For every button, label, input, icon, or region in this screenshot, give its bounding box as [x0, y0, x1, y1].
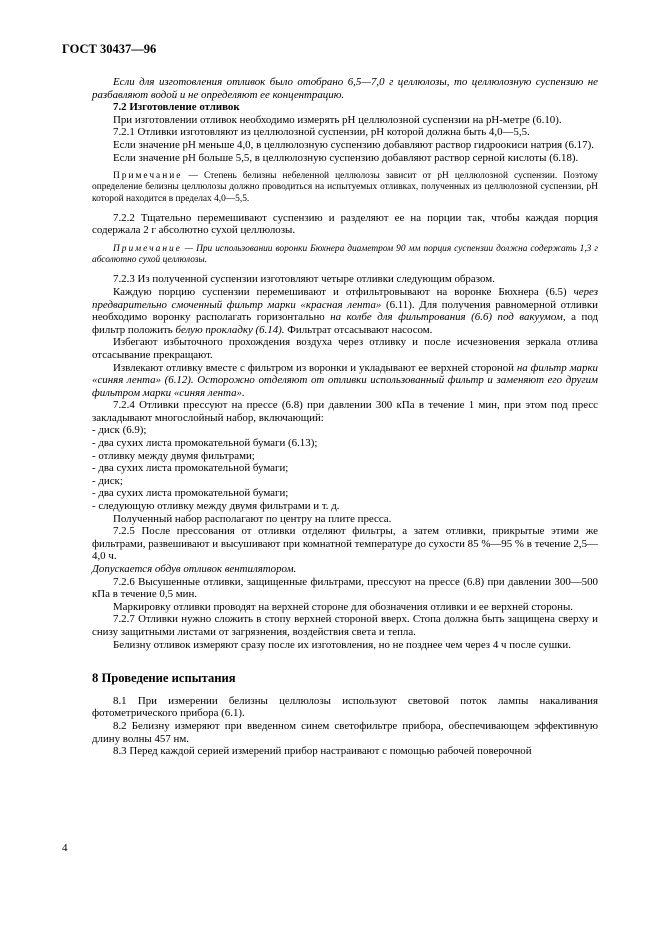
paragraph: При изготовлении отливок необходимо измерять рН целлюлозной суспензии на рН-метре (6.10).	[113, 113, 562, 126]
section-heading-8: 8 Проведение испытания	[92, 671, 236, 686]
note-text: — Степень белизны небеленной целлюлозы зависит от рН целлюлозной суспензии. Поэтому определение белизны целлюлозы должно проводиться на испытуемых отливках, полученных из целлюлозной суспензии, рН которой находится в пределах 4,0—5,5.	[92, 171, 598, 204]
paragraph-8-3: 8.3 Перед каждой серией измерений прибор настраивают с помощью рабочей поверочной	[113, 745, 532, 758]
paragraph-7-2-1: 7.2.1 Отливки изготовляют из целлюлозной суспензии, рН которой должна быть 4,0—5,5.	[113, 126, 530, 139]
list-item: - два сухих листа промокательной бумаги (6.13);	[92, 437, 318, 450]
paragraph-7-1-continuation: Если для изготовления отливок было отобрано 6,5—7,0 г целлюлозы, то целлюлозную суспензию не разбавляют водой и не определяют ее концентрацию.	[92, 76, 598, 101]
paragraph-7-2-7: 7.2.7 Отливки нужно сложить в стопу верхней стороной вверх. Стопа должна быть защищена сверху и снизу защитными листами от загрязнения, воздействия света и тепла.	[92, 613, 598, 638]
list-item: - два сухих листа промокательной бумаги;	[92, 487, 289, 500]
paragraph: Если значение рН меньше 4,0, в целлюлозную суспензию добавляют раствор гидроокиси натрия (6.17).	[113, 138, 594, 151]
note-label: Примечание	[113, 243, 182, 254]
paragraph-7-2-5: 7.2.5 После прессования от отливки отделяют фильтры, а затем отливки, прикрытые этими же фильтрами, развешивают и высушивают при комнатной температуре до сухости 85 %—95 % в течение 2,5—4,0 ч.	[92, 525, 598, 563]
paragraph-7-2-6: 7.2.6 Высушенные отливки, защищенные фильтрами, прессуют на прессе (6.8) при давлении 300—500 кПа в течение 0,5 мин.	[92, 575, 598, 601]
paragraph: Белизну отливок измеряют сразу после их изготовления, но не позднее чем через 4 ч после сушки.	[113, 638, 571, 651]
page-body	[92, 76, 598, 758]
paragraph-8-1: 8.1 При измерении белизны целлюлозы используют световой поток лампы накаливания фотометрического прибора (6.1).	[92, 694, 598, 720]
paragraph-7-2-4: 7.2.4 Отливки прессуют на прессе (6.8) при давлении 300 кПа в течение 1 мин, при этом под пресс закладывают многослойный набор, включающий:	[92, 399, 598, 424]
paragraph: Полученный набор располагают по центру на плите пресса.	[113, 512, 392, 525]
page-number: 4	[62, 842, 68, 854]
note-2	[92, 244, 598, 266]
note-text: — При использовании воронки Бюхнера диаметром 90 мм порция суспензии должна содержать 1,3 г абсолютно сухой целлюлозы.	[92, 243, 598, 266]
paragraph: Избегают избыточного прохождения воздуха через отливку и после исчезновения зеркала отлива отсасывание прекращают.	[92, 336, 598, 361]
paragraph: Каждую порцию суспензии перемешивают и отфильтровывают на воронке Бюхнера (6.5) через предварительно смоченный фильтр марки «красная лента» (6.11). Для получения равномерной отливки необходимо воронку располагать горизонтально на колбе для фильтрования (6.6) под вакуумом, а под фильтр положить белую прокладку (6.14). Фильтрат отсасывают насосом.	[92, 285, 599, 336]
list-item: - отливку между двумя фильтрами;	[92, 449, 255, 462]
list-item: - два сухих листа промокательной бумаги;	[92, 462, 289, 475]
list-item: - следующую отливку между двумя фильтрами и т. д.	[92, 500, 340, 513]
paragraph-7-2-2: 7.2.2 Тщательно перемешивают суспензию и разделяют ее на порции так, чтобы каждая порция содержала 2 г абсолютно сухой целлюлозы.	[92, 211, 598, 237]
note-label: Примечание	[113, 171, 183, 182]
document-code-header: ГОСТ 30437—96	[62, 42, 157, 56]
paragraph: Маркировку отливки проводят на верхней стороне для обозначения отливки и ее верхней стороны.	[113, 600, 573, 613]
paragraph-7-2-3: 7.2.3 Из полученной суспензии изготовляют четыре отливки следующим образом.	[113, 273, 495, 286]
note-1	[92, 171, 598, 205]
list-item: - диск;	[92, 474, 123, 487]
list-item: - диск (6.9);	[92, 424, 147, 437]
paragraph: Извлекают отливку вместе с фильтром из воронки и укладывают ее верхней стороной на фильтр марки «синяя лента» (6.12). Осторожно отделяют от отливки использованный фильтр и заменяют его другим фильтром марки «синяя лента».	[92, 361, 598, 399]
paragraph: Если значение рН больше 5,5, в целлюлозную суспензию добавляют раствор серной кислоты (6.18).	[113, 151, 579, 164]
paragraph-permission: Допускается обдув отливок вентилятором.	[92, 563, 297, 576]
section-heading-7-2: 7.2 Изготовление отливок	[113, 101, 240, 114]
paragraph-8-2: 8.2 Белизну измеряют при введенном синем светофильтре прибора, обеспечивающем эффективную длину волны 457 нм.	[92, 719, 598, 745]
